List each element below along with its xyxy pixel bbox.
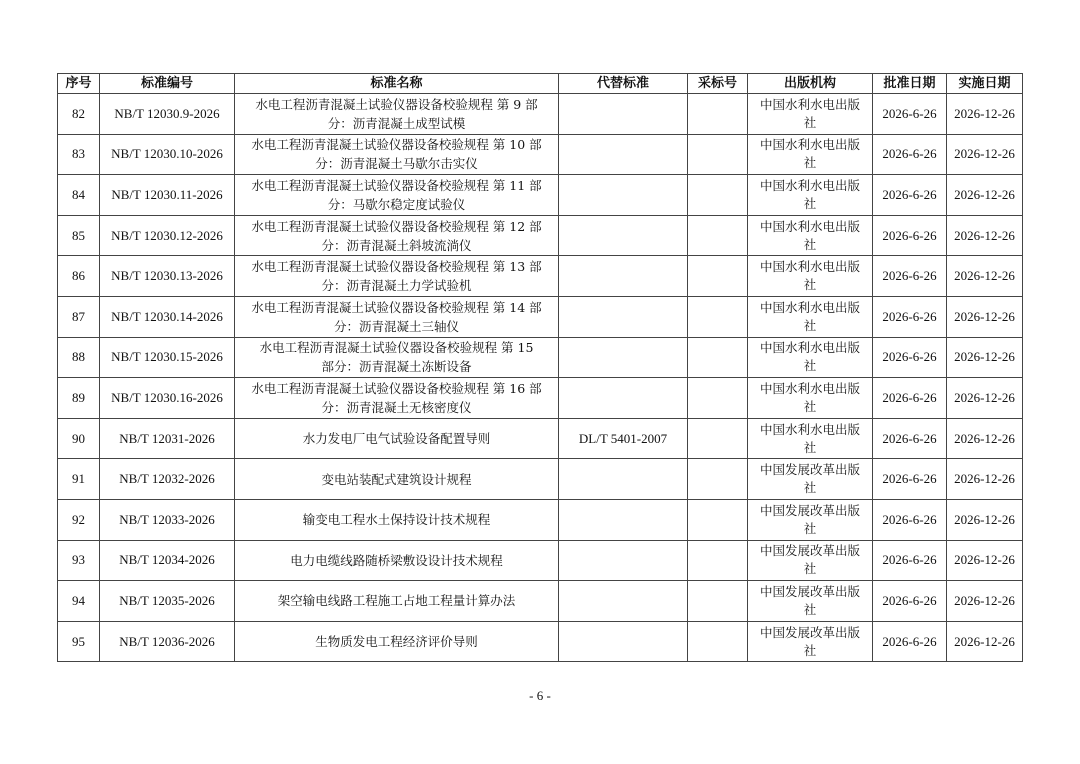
cell-code <box>100 337 235 378</box>
cell-publisher <box>748 134 873 175</box>
cell-impl-date-text: 2026-12-26 <box>954 146 1015 162</box>
table-row <box>58 540 1023 581</box>
table-row <box>58 337 1023 378</box>
cell-publisher-text: 中国发展改革出版 <box>759 502 860 518</box>
cell-approve-date-text: 2026-6-26 <box>882 105 937 121</box>
cell-impl-date <box>947 296 1023 337</box>
cell-publisher <box>748 256 873 297</box>
cell-replace <box>559 540 688 581</box>
table-row <box>58 581 1023 622</box>
cell-serial-text: 87 <box>72 308 85 324</box>
cell-name <box>235 499 559 540</box>
cell-code-text: NB/T 12034-2026 <box>119 552 215 568</box>
cell-code <box>100 94 235 135</box>
cell-serial <box>58 94 100 135</box>
cell-adopt <box>688 418 748 459</box>
header-publisher: 出版机构 <box>748 74 873 94</box>
cell-name-text: 生物质发电工程经济评价导则 <box>315 634 478 650</box>
cell-name-text: 电力电缆线路随桥梁敷设设计技术规程 <box>290 552 503 568</box>
cell-name <box>235 540 559 581</box>
cell-impl-date-text: 2026-12-26 <box>954 430 1015 446</box>
cell-publisher <box>748 621 873 662</box>
cell-serial <box>58 378 100 419</box>
cell-approve-date <box>873 459 947 500</box>
header-serial: 序号 <box>58 74 100 94</box>
cell-replace <box>559 378 688 419</box>
cell-name-text: 分：沥青混凝土马歇尔击实仪 <box>315 156 478 172</box>
cell-name <box>235 256 559 297</box>
cell-publisher-text: 社 <box>803 195 817 211</box>
cell-publisher-text: 中国水利水电出版 <box>759 177 860 193</box>
cell-publisher-text: 社 <box>803 398 817 414</box>
cell-approve-date-text: 2026-6-26 <box>882 146 937 162</box>
cell-name-text: 水电工程沥青混凝土试验仪器设备校验规程 第 12 部 <box>251 218 542 234</box>
cell-adopt <box>688 134 748 175</box>
cell-code-text: NB/T 12031-2026 <box>119 430 215 446</box>
header-replace: 代替标准 <box>559 74 688 94</box>
cell-impl-date-text: 2026-12-26 <box>954 227 1015 243</box>
cell-code <box>100 256 235 297</box>
cell-serial-text: 85 <box>72 227 85 243</box>
cell-approve-date-text: 2026-6-26 <box>882 552 937 568</box>
cell-serial <box>58 459 100 500</box>
header-impl-date: 实施日期 <box>947 74 1023 94</box>
cell-publisher-text: 社 <box>803 155 817 171</box>
cell-replace <box>559 215 688 256</box>
table-row <box>58 256 1023 297</box>
table-row <box>58 296 1023 337</box>
cell-replace <box>559 621 688 662</box>
cell-publisher <box>748 215 873 256</box>
cell-publisher-text: 社 <box>803 601 817 617</box>
cell-approve-date <box>873 94 947 135</box>
cell-publisher <box>748 459 873 500</box>
cell-serial <box>58 337 100 378</box>
cell-impl-date-text: 2026-12-26 <box>954 105 1015 121</box>
cell-publisher <box>748 378 873 419</box>
cell-publisher-text: 中国水利水电出版 <box>759 137 860 153</box>
cell-impl-date <box>947 621 1023 662</box>
cell-replace <box>559 418 688 459</box>
cell-impl-date-text: 2026-12-26 <box>954 633 1015 649</box>
cell-impl-date-text: 2026-12-26 <box>954 592 1015 608</box>
table-row <box>58 94 1023 135</box>
cell-approve-date <box>873 499 947 540</box>
cell-approve-date <box>873 175 947 216</box>
cell-code-text: NB/T 12030.16-2026 <box>111 389 223 405</box>
cell-code-text: NB/T 12030.12-2026 <box>111 227 223 243</box>
cell-publisher-text: 社 <box>803 480 817 496</box>
cell-impl-date-text: 2026-12-26 <box>954 511 1015 527</box>
cell-code-text: NB/T 12030.15-2026 <box>111 349 223 365</box>
cell-name-text: 分：沥青混凝土力学试验机 <box>321 278 472 294</box>
cell-replace <box>559 337 688 378</box>
table-row <box>58 134 1023 175</box>
cell-code <box>100 296 235 337</box>
cell-publisher-text: 中国水利水电出版 <box>759 299 860 315</box>
cell-publisher-text: 中国发展改革出版 <box>759 462 860 478</box>
cell-name <box>235 215 559 256</box>
cell-serial-text: 86 <box>72 268 85 284</box>
cell-code <box>100 134 235 175</box>
cell-adopt <box>688 459 748 500</box>
cell-serial <box>58 581 100 622</box>
cell-serial-text: 82 <box>72 105 85 121</box>
cell-code <box>100 175 235 216</box>
cell-serial <box>58 621 100 662</box>
cell-name-text: 输变电工程水土保持设计技术规程 <box>302 512 491 528</box>
cell-approve-date-text: 2026-6-26 <box>882 186 937 202</box>
cell-impl-date-text: 2026-12-26 <box>954 552 1015 568</box>
cell-approve-date <box>873 215 947 256</box>
cell-serial <box>58 418 100 459</box>
cell-publisher-text: 社 <box>803 561 817 577</box>
cell-impl-date-text: 2026-12-26 <box>954 389 1015 405</box>
cell-name <box>235 459 559 500</box>
cell-serial-text: 84 <box>72 186 85 202</box>
cell-impl-date <box>947 256 1023 297</box>
cell-adopt <box>688 581 748 622</box>
cell-publisher-text: 社 <box>803 439 817 455</box>
cell-serial-text: 92 <box>72 511 85 527</box>
cell-serial <box>58 540 100 581</box>
cell-code <box>100 418 235 459</box>
cell-adopt <box>688 337 748 378</box>
cell-adopt <box>688 296 748 337</box>
cell-code <box>100 459 235 500</box>
cell-serial-text: 83 <box>72 146 85 162</box>
cell-name-text: 架空输电线路工程施工占地工程量计算办法 <box>277 593 516 609</box>
cell-impl-date-text: 2026-12-26 <box>954 471 1015 487</box>
cell-serial <box>58 296 100 337</box>
table-row <box>58 621 1023 662</box>
table-row <box>58 175 1023 216</box>
standards-table <box>57 73 1023 662</box>
table-row <box>58 378 1023 419</box>
cell-code-text: NB/T 12033-2026 <box>119 511 215 527</box>
cell-serial-text: 95 <box>72 633 85 649</box>
cell-code-text: NB/T 12035-2026 <box>119 592 215 608</box>
cell-adopt <box>688 215 748 256</box>
cell-name-text: 水电工程沥青混凝土试验仪器设备校验规程 第 11 部 <box>251 177 542 193</box>
cell-adopt <box>688 94 748 135</box>
cell-impl-date <box>947 175 1023 216</box>
cell-impl-date-text: 2026-12-26 <box>954 349 1015 365</box>
cell-publisher-text: 中国发展改革出版 <box>759 583 860 599</box>
cell-publisher-text: 社 <box>803 277 817 293</box>
cell-name-text: 分：马歇尔稳定度试验仪 <box>327 196 466 212</box>
cell-code-text: NB/T 12030.11-2026 <box>111 186 223 202</box>
cell-publisher <box>748 581 873 622</box>
table-row <box>58 459 1023 500</box>
cell-serial-text: 89 <box>72 389 85 405</box>
cell-approve-date-text: 2026-6-26 <box>882 511 937 527</box>
cell-impl-date <box>947 540 1023 581</box>
cell-impl-date <box>947 94 1023 135</box>
cell-publisher-text: 社 <box>803 520 817 536</box>
cell-publisher-text: 中国水利水电出版 <box>759 421 860 437</box>
cell-serial-text: 88 <box>72 349 85 365</box>
cell-adopt <box>688 540 748 581</box>
cell-approve-date-text: 2026-6-26 <box>882 430 937 446</box>
cell-publisher <box>748 337 873 378</box>
cell-publisher-text: 中国水利水电出版 <box>759 218 860 234</box>
cell-impl-date <box>947 378 1023 419</box>
header-row <box>58 74 1023 94</box>
cell-code <box>100 581 235 622</box>
cell-serial-text: 90 <box>72 430 85 446</box>
cell-approve-date <box>873 256 947 297</box>
cell-approve-date <box>873 337 947 378</box>
cell-code <box>100 215 235 256</box>
cell-name-text: 水电工程沥青混凝土试验仪器设备校验规程 第 13 部 <box>251 259 542 275</box>
cell-publisher <box>748 499 873 540</box>
cell-replace <box>559 499 688 540</box>
cell-serial-text: 93 <box>72 552 85 568</box>
cell-impl-date <box>947 581 1023 622</box>
cell-code <box>100 621 235 662</box>
cell-impl-date <box>947 337 1023 378</box>
cell-serial <box>58 499 100 540</box>
cell-approve-date-text: 2026-6-26 <box>882 308 937 324</box>
cell-code-text: NB/T 12032-2026 <box>119 471 215 487</box>
cell-impl-date <box>947 499 1023 540</box>
cell-adopt <box>688 175 748 216</box>
cell-code-text: NB/T 12030.14-2026 <box>111 308 223 324</box>
cell-code-text: NB/T 12030.9-2026 <box>114 105 220 121</box>
cell-publisher-text: 中国发展改革出版 <box>759 624 860 640</box>
cell-name-text: 水力发电厂电气试验设备配置导则 <box>302 431 491 447</box>
cell-publisher-text: 社 <box>803 114 817 130</box>
header-adopt: 采标号 <box>688 74 748 94</box>
cell-name <box>235 94 559 135</box>
cell-code-text: NB/T 12030.13-2026 <box>111 268 223 284</box>
cell-publisher-text: 社 <box>803 317 817 333</box>
cell-approve-date <box>873 540 947 581</box>
cell-impl-date-text: 2026-12-26 <box>954 308 1015 324</box>
page-number: - 6 - <box>529 688 551 703</box>
cell-publisher <box>748 540 873 581</box>
table-row <box>58 215 1023 256</box>
cell-code <box>100 499 235 540</box>
cell-name <box>235 378 559 419</box>
cell-approve-date <box>873 418 947 459</box>
cell-publisher <box>748 418 873 459</box>
cell-impl-date-text: 2026-12-26 <box>954 186 1015 202</box>
cell-name <box>235 134 559 175</box>
cell-approve-date-text: 2026-6-26 <box>882 592 937 608</box>
cell-replace <box>559 581 688 622</box>
cell-publisher-text: 中国发展改革出版 <box>759 543 860 559</box>
cell-impl-date-text: 2026-12-26 <box>954 268 1015 284</box>
header-approve-date: 批准日期 <box>873 74 947 94</box>
cell-approve-date-text: 2026-6-26 <box>882 471 937 487</box>
cell-replace <box>559 256 688 297</box>
cell-impl-date <box>947 459 1023 500</box>
cell-name-text: 分：沥青混凝土斜坡流淌仪 <box>321 237 472 253</box>
cell-publisher <box>748 175 873 216</box>
cell-name <box>235 418 559 459</box>
cell-name <box>235 337 559 378</box>
cell-publisher-text: 中国水利水电出版 <box>759 96 860 112</box>
cell-replace <box>559 175 688 216</box>
cell-adopt <box>688 378 748 419</box>
cell-name-text: 分：沥青混凝土成型试模 <box>327 115 466 131</box>
cell-impl-date <box>947 134 1023 175</box>
cell-publisher-text: 社 <box>803 642 817 658</box>
cell-approve-date-text: 2026-6-26 <box>882 389 937 405</box>
cell-name-text: 水电工程沥青混凝土试验仪器设备校验规程 第 14 部 <box>251 299 542 315</box>
cell-impl-date <box>947 418 1023 459</box>
cell-publisher-text: 中国水利水电出版 <box>759 380 860 396</box>
cell-name <box>235 175 559 216</box>
cell-adopt <box>688 621 748 662</box>
cell-name-text: 水电工程沥青混凝土试验仪器设备校验规程 第 10 部 <box>251 137 542 153</box>
cell-name-text: 变电站装配式建筑设计规程 <box>321 471 472 487</box>
cell-approve-date <box>873 621 947 662</box>
cell-adopt <box>688 499 748 540</box>
cell-approve-date-text: 2026-6-26 <box>882 349 937 365</box>
cell-approve-date <box>873 296 947 337</box>
cell-publisher <box>748 296 873 337</box>
cell-serial-text: 91 <box>72 471 85 487</box>
cell-approve-date <box>873 378 947 419</box>
cell-replace <box>559 94 688 135</box>
cell-serial-text: 94 <box>72 592 85 608</box>
cell-name-text: 水电工程沥青混凝土试验仪器设备校验规程 第 16 部 <box>251 380 542 396</box>
cell-replace <box>559 459 688 500</box>
cell-publisher-text: 中国水利水电出版 <box>759 340 860 356</box>
cell-code-text: NB/T 12036-2026 <box>119 633 215 649</box>
header-name: 标准名称 <box>235 74 559 94</box>
cell-name-text: 水电工程沥青混凝土试验仪器设备校验规程 第 15 <box>259 340 534 356</box>
table-row <box>58 499 1023 540</box>
cell-code-text: NB/T 12030.10-2026 <box>111 146 223 162</box>
cell-approve-date-text: 2026-6-26 <box>882 268 937 284</box>
cell-publisher-text: 社 <box>803 358 817 374</box>
cell-publisher-text: 中国水利水电出版 <box>759 259 860 275</box>
cell-replace-text: DL/T 5401-2007 <box>578 430 668 446</box>
cell-impl-date <box>947 215 1023 256</box>
cell-name-text: 部分：沥青混凝土冻断设备 <box>321 359 472 375</box>
cell-name-text: 分：沥青混凝土三轴仪 <box>333 318 459 334</box>
cell-serial <box>58 256 100 297</box>
cell-approve-date-text: 2026-6-26 <box>882 227 937 243</box>
table-row <box>58 418 1023 459</box>
cell-serial <box>58 175 100 216</box>
cell-name-text: 水电工程沥青混凝土试验仪器设备校验规程 第 9 部 <box>255 96 538 112</box>
cell-replace <box>559 134 688 175</box>
cell-replace <box>559 296 688 337</box>
cell-name <box>235 621 559 662</box>
cell-adopt <box>688 256 748 297</box>
cell-code <box>100 378 235 419</box>
cell-approve-date <box>873 581 947 622</box>
header-code: 标准编号 <box>100 74 235 94</box>
cell-name <box>235 296 559 337</box>
cell-serial <box>58 134 100 175</box>
cell-name-text: 分：沥青混凝土无核密度仪 <box>321 399 472 415</box>
cell-approve-date-text: 2026-6-26 <box>882 633 937 649</box>
cell-approve-date <box>873 134 947 175</box>
cell-code <box>100 540 235 581</box>
cell-name <box>235 581 559 622</box>
cell-serial <box>58 215 100 256</box>
cell-publisher <box>748 94 873 135</box>
cell-publisher-text: 社 <box>803 236 817 252</box>
